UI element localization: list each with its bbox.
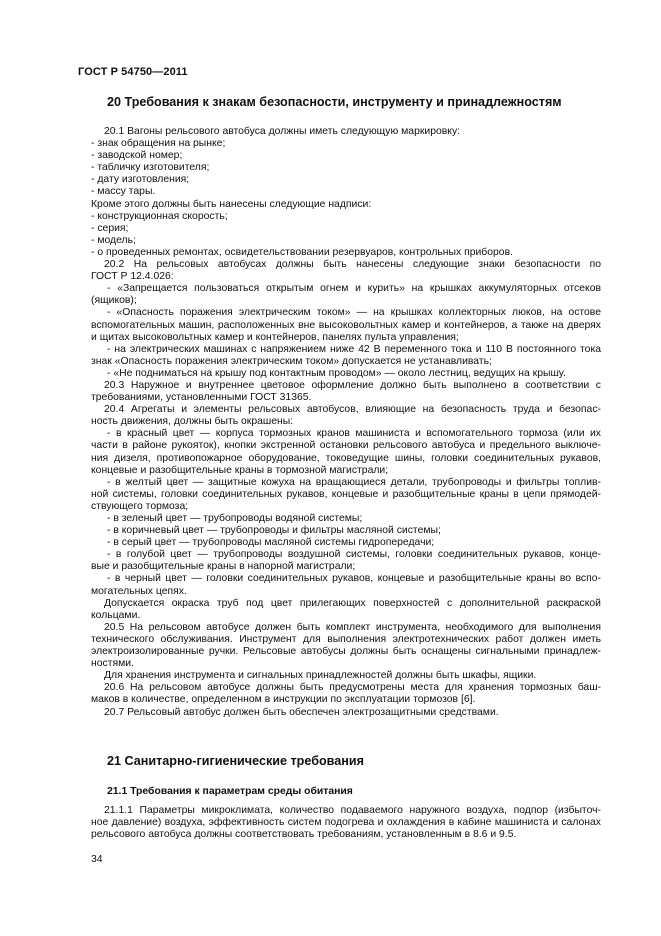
list-item: - в черный цвет — головки соединительных рукавов, концевые и разобщительные краны во вспо- xyxy=(107,573,601,585)
text-line: 21.1.1 Параметры микроклимата, количество подаваемого наружного воздуха, подпор (избыточ- xyxy=(104,805,601,816)
text-line: могательных цепях. xyxy=(91,585,187,597)
list-item: - в серый цвет — трубопроводы масляной системы гидропередачи; xyxy=(107,537,435,549)
text-line: ГОСТ Р 12.4.026: xyxy=(91,271,174,283)
text-line: вые и разобщительные краны в напорной магистрали; xyxy=(91,561,356,573)
list-item: - серия; xyxy=(91,222,129,234)
text-line: ния дизеля, противопожарное оборудование, токоведущие шины, головки соединительных рукавов, xyxy=(91,452,601,464)
text-line: 20.4 Агрегаты и элементы рельсовых автобусов, влияющие на безопасность труда и безопас- xyxy=(104,404,601,416)
list-item: - в красный цвет — корпуса тормозных кранов машиниста и вспомогательного тормоза (или их xyxy=(107,428,601,440)
list-item: - в желтый цвет — защитные кожуха на вращающиеся детали, трубопроводы и фильтры топлив- xyxy=(107,476,601,488)
text-line: Кроме этого должны быть нанесены следующие надписи: xyxy=(91,198,372,210)
list-item: - модель; xyxy=(91,234,136,246)
text-line: ность движения, должны быть окрашены: xyxy=(91,416,294,428)
list-item: - на электрических машинах с напряжением ниже 42 В переменного тока и 110 В постоянного тока xyxy=(107,343,601,355)
text-line: требованиями, установленными ГОСТ 31365. xyxy=(91,392,312,404)
list-item: - дату изготовления; xyxy=(91,174,190,186)
text-line: 20.3 Наружное и внутреннее цветовое оформление должно быть выполнено в соответствии с xyxy=(104,379,601,391)
text-line: части в районе рукояток), кнопки экстренной остановки рельсового автобуса и предельного выключе- xyxy=(91,440,601,452)
list-item: - заводской номер; xyxy=(91,150,183,162)
subsection-21-1-heading: 21.1 Требования к параметрам среды обитания xyxy=(107,786,353,797)
text-line: 20.7 Рельсовый автобус должен быть обеспечен электрозащитными средствами. xyxy=(104,706,499,718)
section-20-heading: 20 Требования к знакам безопасности, инструменту и принадлежностям xyxy=(107,95,562,109)
list-item: - в голубой цвет — трубопроводы воздушной системы, головки соединительных рукавов, конце- xyxy=(107,549,601,561)
list-item: - табличку изготовителя; xyxy=(91,162,210,174)
list-item: - в коричневый цвет — трубопроводы и фильтры масляной системы; xyxy=(107,525,441,537)
list-item: - «Опасность поражения электрическим током» — на крышках коллекторных люков, на остове xyxy=(107,307,601,319)
list-item: - конструкционная скорость; xyxy=(91,210,228,222)
list-item: - «Запрещается пользоваться открытым огнем и курить» на крышках аккумуляторных отсеков xyxy=(107,283,601,295)
list-item: - о проведенных ремонтах, освидетельствовании резервуаров, контрольных приборов. xyxy=(91,246,513,258)
document-header: ГОСТ Р 54750—2011 xyxy=(78,66,188,78)
list-item: - «Не подниматься на крышу под контактным проводом» — около лестниц, ведущих на крышу. xyxy=(107,367,566,379)
text-line: знак «Опасность поражения электрическим током» допускается не устанавливать; xyxy=(91,355,492,367)
text-line: маков в количестве, определенном в инструкции по эксплуатации тормозов [6]. xyxy=(91,694,476,706)
text-line: электроизолированные ручки. Рельсовые автобусы должны быть оснащены сигнальными принадлеж- xyxy=(91,646,601,658)
text-line: 20.1 Вагоны рельсового автобуса должны иметь следующую маркировку: xyxy=(104,126,461,137)
text-line: рельсового автобуса должны соответствовать требованиям, установленным в 8.6 и 9.5. xyxy=(91,829,517,841)
text-line: вспомогательных машин, расположенных вне высоковольтных камер и контейнеров, а также на дверях xyxy=(91,319,601,331)
text-line: 20.5 На рельсовом автобусе должен быть комплект инструмента, необходимого для выполнения xyxy=(104,621,601,633)
text-line: Для хранения инструмента и сигнальных принадлежностей должны быть шкафы, ящики. xyxy=(104,670,537,682)
list-item: - в зеленый цвет — трубопроводы водяной системы; xyxy=(107,513,363,524)
section-20-body xyxy=(91,126,601,719)
section-21-heading: 21 Санитарно-гигиенические требования xyxy=(107,754,364,768)
list-item: - массу тары. xyxy=(91,186,156,198)
text-line: ной системы, головки соединительных рукавов, концевые и разобщительные краны в цепи прямодей- xyxy=(91,488,601,500)
text-line: 20.2 На рельсовых автобусах должны быть нанесены следующие знаки безопасности по xyxy=(104,259,601,271)
text-line: ствующего тормоза; xyxy=(91,500,189,512)
text-line: 20.6 На рельсовом автобусе должны быть предусмотрены места для хранения тормозных баш- xyxy=(104,682,601,694)
text-line: ностями. xyxy=(91,658,134,670)
section-21-body xyxy=(91,805,601,841)
text-line: (ящиков); xyxy=(91,295,137,307)
page-number: 34 xyxy=(91,854,103,865)
text-line: технического обслуживания. Инструмент для выполнения электротехнических работ должен иметь xyxy=(91,633,601,645)
text-line: и щитах высоковольтных камер и контейнеров, панелях пульта управления; xyxy=(91,331,459,343)
text-line: Допускается окраска труб под цвет прилегающих поверхностей с дополнительной раскраской xyxy=(104,597,601,609)
text-line: ное давление) воздуха, эффективность систем подогрева и охлаждения в кабине машиниста и салонах xyxy=(91,817,601,829)
text-line: концевые и разобщительные краны в тормозной магистрали; xyxy=(91,464,389,476)
list-item: - знак обращения на рынке; xyxy=(91,138,226,150)
text-line: кольцами. xyxy=(91,609,141,621)
